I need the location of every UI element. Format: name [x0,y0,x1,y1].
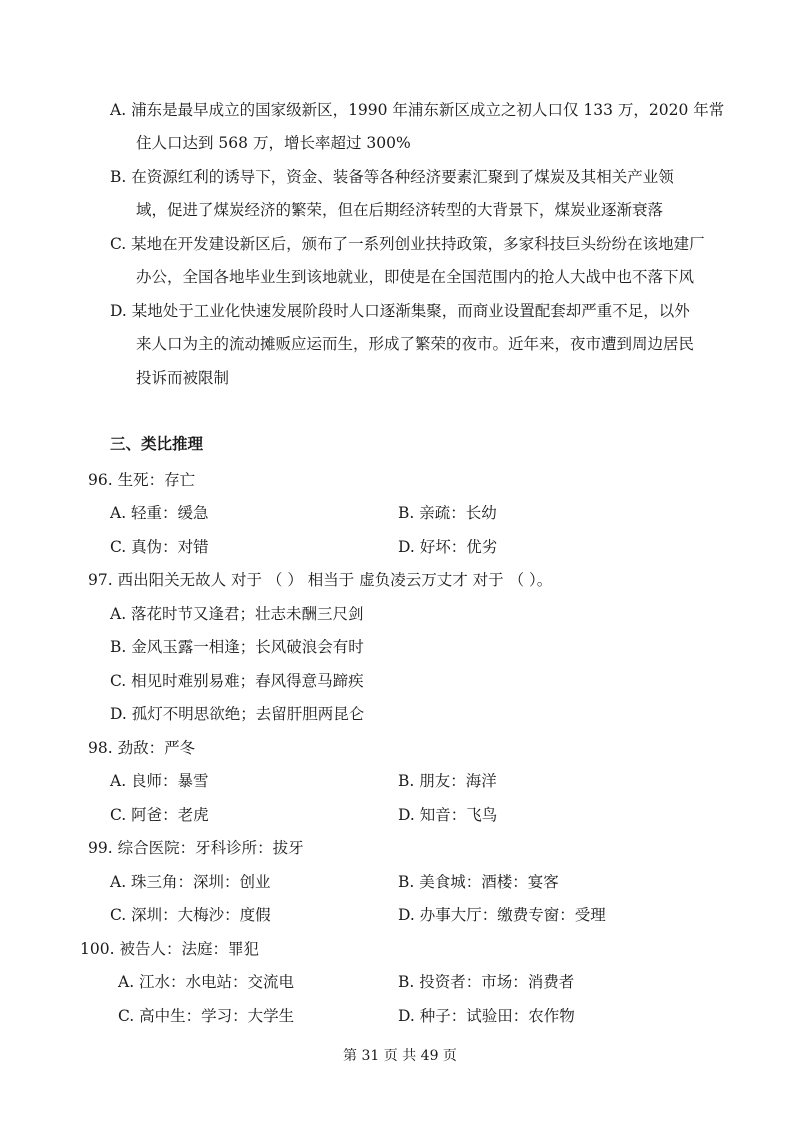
question-99-option-d: D. 办事大厅：缴费专窗：受理 [398,906,606,924]
option-d-line-1: D. 某地处于工业化快速发展阶段时人口逐渐集聚，而商业设置配套却严重不足，以外 [110,302,690,320]
question-97-option-d: D. 孤灯不明思欲绝；去留肝胆两昆仑 [110,705,365,723]
question-98-option-a: A. 良师：暴雪 [110,772,209,790]
question-100-option-b: B. 投资者：市场：消费者 [398,973,575,991]
option-b-line-2: 域，促进了煤炭经济的繁荣，但在后期经济转型的大背景下，煤炭业逐渐衰落 [136,201,664,219]
question-100-option-a: A. 江水：水电站：交流电 [118,973,295,991]
question-100-stem: 100. 被告人：法庭：罪犯 [80,940,259,958]
option-a-line-1: A. 浦东是最早成立的国家级新区，1990 年浦东新区成立之初人口仅 133 万，2020 年常 [110,101,725,119]
question-98-option-d: D. 知音：飞鸟 [398,806,498,824]
question-97-option-c: C. 相见时难别易难；春风得意马蹄疾 [110,672,364,690]
question-96-stem: 96. 生死：存亡 [88,471,196,489]
option-b-line-1: B. 在资源红利的诱导下，资金、装备等各种经济要素汇聚到了煤炭及其相关产业领 [110,168,674,186]
question-98-option-c: C. 阿爸：老虎 [110,806,209,824]
question-99-option-b: B. 美食城：酒楼：宴客 [398,873,559,891]
question-96-option-c: C. 真伪：对错 [110,538,209,556]
question-96-option-a: A. 轻重：缓急 [110,504,209,522]
question-96-option-d: D. 好坏：优劣 [398,538,498,556]
question-99-option-a: A. 珠三角：深圳：创业 [110,873,271,891]
option-c-line-1: C. 某地在开发建设新区后，颁布了一系列创业扶持政策，多家科技巨头纷纷在该地建厂 [110,235,705,253]
section-title: 三、类比推理 [110,434,204,453]
question-98-option-b: B. 朋友：海洋 [398,772,497,790]
question-98-stem: 98. 劲敌：严冬 [88,739,196,757]
option-c-line-2: 办公，全国各地毕业生到该地就业，即使是在全国范围内的抢人大战中也不落下风 [136,268,695,286]
question-100-option-d: D. 种子：试验田：农作物 [398,1007,575,1025]
option-a-line-2: 住人口达到 568 万，增长率超过 300% [136,134,411,152]
question-99-stem: 99. 综合医院：牙科诊所：拔牙 [88,839,304,857]
question-100-option-c: C. 高中生：学习：大学生 [118,1007,295,1025]
page-footer: 第 31 页 共 49 页 [343,1048,457,1064]
question-96-option-b: B. 亲疏：长幼 [398,504,497,522]
question-99-option-c: C. 深圳：大梅沙：度假 [110,906,271,924]
option-d-line-2: 来人口为主的流动摊贩应运而生，形成了繁荣的夜市。近年来，夜市遭到周边居民 [136,335,695,353]
option-d-line-3: 投诉而被限制 [136,369,230,387]
question-97-option-b: B. 金风玉露一相逢；长风破浪会有时 [110,638,364,656]
question-97-option-a: A. 落花时节又逢君；壮志未酬三尺剑 [110,605,364,623]
question-97-stem: 97. 西出阳关无故人 对于 （ ） 相当于 虚负凌云万丈才 对于 （ ）。 [88,571,553,589]
